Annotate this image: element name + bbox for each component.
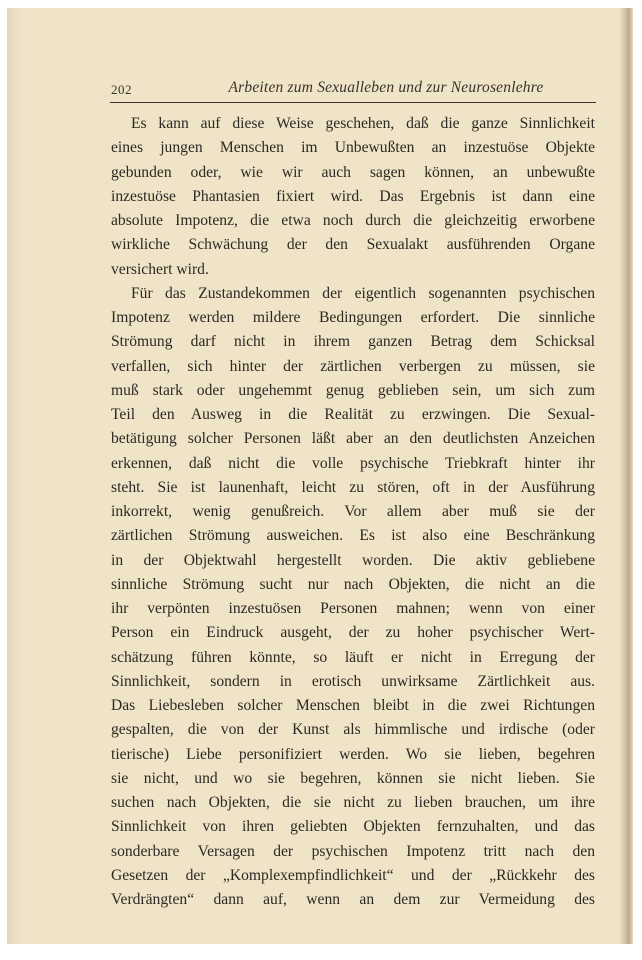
text-line: ihr verpönten inzestuösen Personen mahnen; wenn von einer xyxy=(111,600,595,617)
text-line: Teil den Ausweg in die Realität zu erzwingen. Die Sexual- xyxy=(111,406,595,423)
text-line: versichert wird. xyxy=(111,260,209,278)
header-rule xyxy=(110,102,596,103)
text-line: inkorrekt, wenig genußreich. Vor allem aber muß sie der xyxy=(111,503,595,520)
book-page xyxy=(7,8,633,944)
text-line: Person ein Eindruck ausgeht, der zu hoher psychischer Wert- xyxy=(111,624,595,642)
text-line: inzestuöse Phantasien fixiert wird. Das Ergebnis ist dann eine xyxy=(111,187,595,205)
text-line: Verdrängten“ dann auf, wenn an dem zur Vermeidung des xyxy=(111,891,595,908)
text-line: Sinnlichkeit, sondern in erotisch unwirksame Zärtlichkeit aus. xyxy=(111,672,595,690)
text-line: tierische) Liebe personifiziert werden. Wo sie lieben, begehren xyxy=(111,745,595,763)
text-line: sie nicht, und wo sie begehren, können sie nicht lieben. Sie xyxy=(111,769,595,787)
text-line: in der Objektwahl hergestellt worden. Die aktiv gebliebene xyxy=(111,551,595,569)
text-line: Gesetzen der „Komplexempfindlichkeit“ und der „Rückkehr des xyxy=(111,866,595,884)
text-line: Es kann auf diese Weise geschehen, daß die ganze Sinnlichkeit xyxy=(131,115,595,132)
running-title: Arbeiten zum Sexualleben und zur Neurosenlehre xyxy=(228,79,544,96)
paragraph-2 xyxy=(111,282,595,913)
text-line: wirkliche Schwächung der den Sexualakt ausführenden Organe xyxy=(111,236,595,254)
text-line: erkennen, daß nicht die volle psychische Triebkraft hinter ihr xyxy=(111,454,595,472)
text-line: Impotenz werden mildere Bedingungen erfordert. Die sinnliche xyxy=(111,309,595,326)
text-line: gebunden oder, wie wir auch sagen können, an unbewußte xyxy=(111,163,595,181)
page-number: 202 xyxy=(111,82,132,97)
running-header xyxy=(111,79,596,101)
text-line: gespalten, die von der Kunst als himmlische und irdische (oder xyxy=(111,721,595,739)
text-line: suchen nach Objekten, die sie nicht zu lieben brauchen, um ihre xyxy=(111,794,595,811)
body-text xyxy=(111,112,595,912)
text-line: Sinnlichkeit von ihren geliebten Objekten fernzuhalten, und das xyxy=(111,818,595,836)
text-line: verfallen, sich hinter der zärtlichen verbergen zu müssen, sie xyxy=(111,357,595,375)
text-line: schätzung führen könnte, so läuft er nicht in Erregung der xyxy=(111,648,595,666)
text-line: absolute Impotenz, die etwa noch durch die gleichzeitig erworbene xyxy=(111,212,595,229)
text-line: Strömung darf nicht in ihrem ganzen Betrag dem Schicksal xyxy=(111,333,595,351)
text-line: sonderbare Versagen der psychischen Impotenz tritt nach den xyxy=(111,842,595,860)
text-line: zärtlichen Strömung ausweichen. Es ist also eine Beschränkung xyxy=(111,527,595,545)
text-line: betätigung solcher Personen läßt aber an den deutlichsten Anzeichen xyxy=(111,430,595,448)
text-line: Das Liebesleben solcher Menschen bleibt in die zwei Richtungen xyxy=(111,697,595,714)
paragraph-1 xyxy=(111,112,595,282)
text-line: Für das Zustandekommen der eigentlich sogenannten psychischen xyxy=(131,284,595,302)
text-line: eines jungen Menschen im Unbewußten an inzestuöse Objekte xyxy=(111,139,595,157)
text-line: sinnliche Strömung sucht nur nach Objekten, die nicht an die xyxy=(111,575,595,593)
text-line: muß stark oder ungehemmt genug geblieben sein, um sich zum xyxy=(111,381,595,399)
text-line: steht. Sie ist launenhaft, leicht zu stören, oft in der Ausführung xyxy=(111,478,595,496)
